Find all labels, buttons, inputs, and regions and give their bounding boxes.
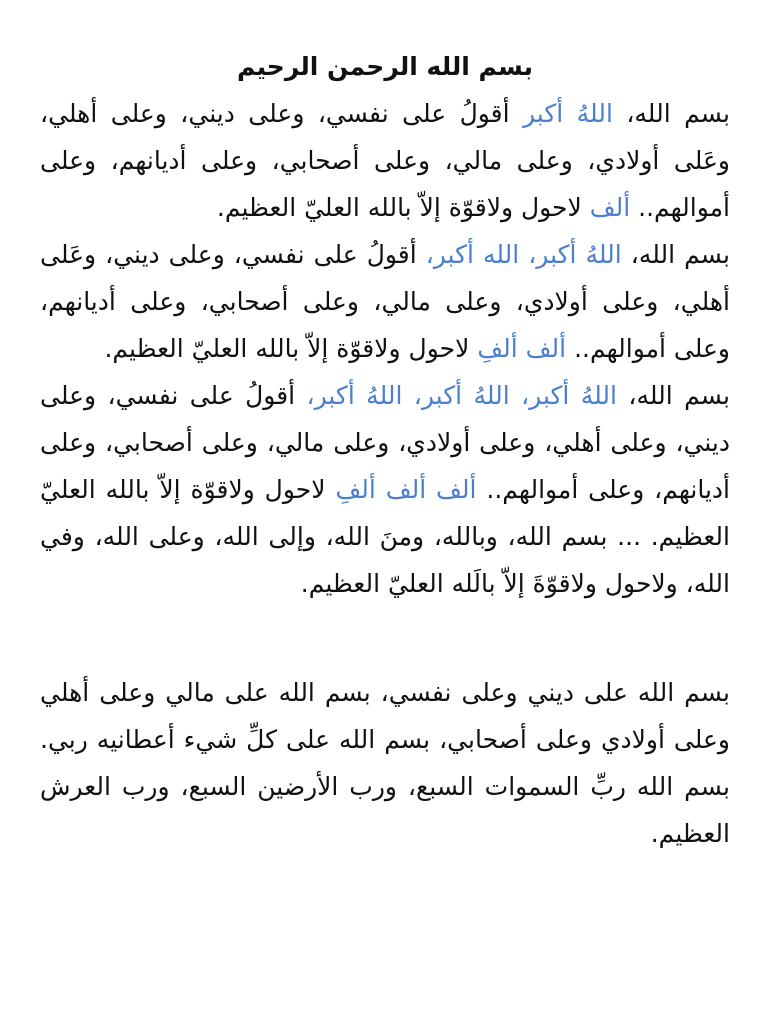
- paragraph-1-highlight-count: ألف: [589, 193, 631, 222]
- paragraph-3-text-c: لاحول ولاقوّة إلاّ بالله العليّ العظيم. ... بسم الله، وبالله، ومنَ الله، وإلى الله، وعلى الله، وفي الله، ولاحول ولاقوّةَ إلاّ بالَله العليّ العظيم.: [40, 475, 730, 598]
- paragraph-2-highlight-takbir: اللهُ أكبر، الله أكبر،: [425, 240, 622, 269]
- paragraph-3-text-b: أقولُ على نفسي، وعلى ديني، وعلى أهلي، وعلى أولادي، وعلى مالي، وعلى أصحابي، وعلى أديانهم، وعلى أموالهم..: [40, 381, 730, 504]
- paragraph-3-highlight-count: ألف ألف ألفِ: [335, 475, 477, 504]
- paragraph-1: [40, 90, 730, 231]
- paragraph-2-text-c: لاحول ولاقوّة إلاّ بالله العليّ العظيم.: [104, 334, 478, 363]
- paragraph-3-text-a: بسم الله،: [617, 381, 731, 410]
- paragraph-2-highlight-count: ألف ألفِ: [477, 334, 567, 363]
- paragraph-1-text-c: لاحول ولاقوّة إلاّ بالله العليّ العظيم.: [216, 193, 590, 222]
- document-title: بسم الله الرحمن الرحيم: [237, 52, 533, 81]
- closing-paragraph: بسم الله على ديني وعلى نفسي، بسم الله على مالي وعلى أهلي وعلى أولادي وعلى أصحابي، بسم الله على كلِّ شيء أعطانيه ربي. بسم الله ربِّ السموات السبع، ورب الأرضين السبع، ورب العرش العظيم.: [40, 678, 730, 848]
- document-page: [40, 44, 730, 857]
- paragraph-1-text-b: أقولُ على نفسي، وعلى ديني، وعلى أهلي، وعَلى أولادي، وعلى مالي، وعلى أصحابي، وعلى أديانهم، وعلى أموالهم..: [40, 99, 730, 222]
- paragraph-2-text-b: أقولُ على نفسي، وعلى ديني، وعَلى أهلي، وعلى أولادي، وعلى مالي، وعلى أصحابي، وعلى أديانهم، وعلى أموالهم..: [40, 240, 730, 363]
- paragraph-1-text-a: بسم الله،: [612, 99, 730, 128]
- paragraph-3: [40, 372, 730, 607]
- paragraph-2-text-a: بسم الله،: [621, 240, 730, 269]
- paragraph-2: [40, 231, 730, 372]
- paragraph-1-highlight-takbir: اللهُ أكبر: [523, 99, 613, 128]
- paragraph-spacer: [40, 607, 730, 669]
- paragraph-3-highlight-takbir: اللهُ أكبر، اللهُ أكبر، اللهُ أكبر،: [306, 381, 617, 410]
